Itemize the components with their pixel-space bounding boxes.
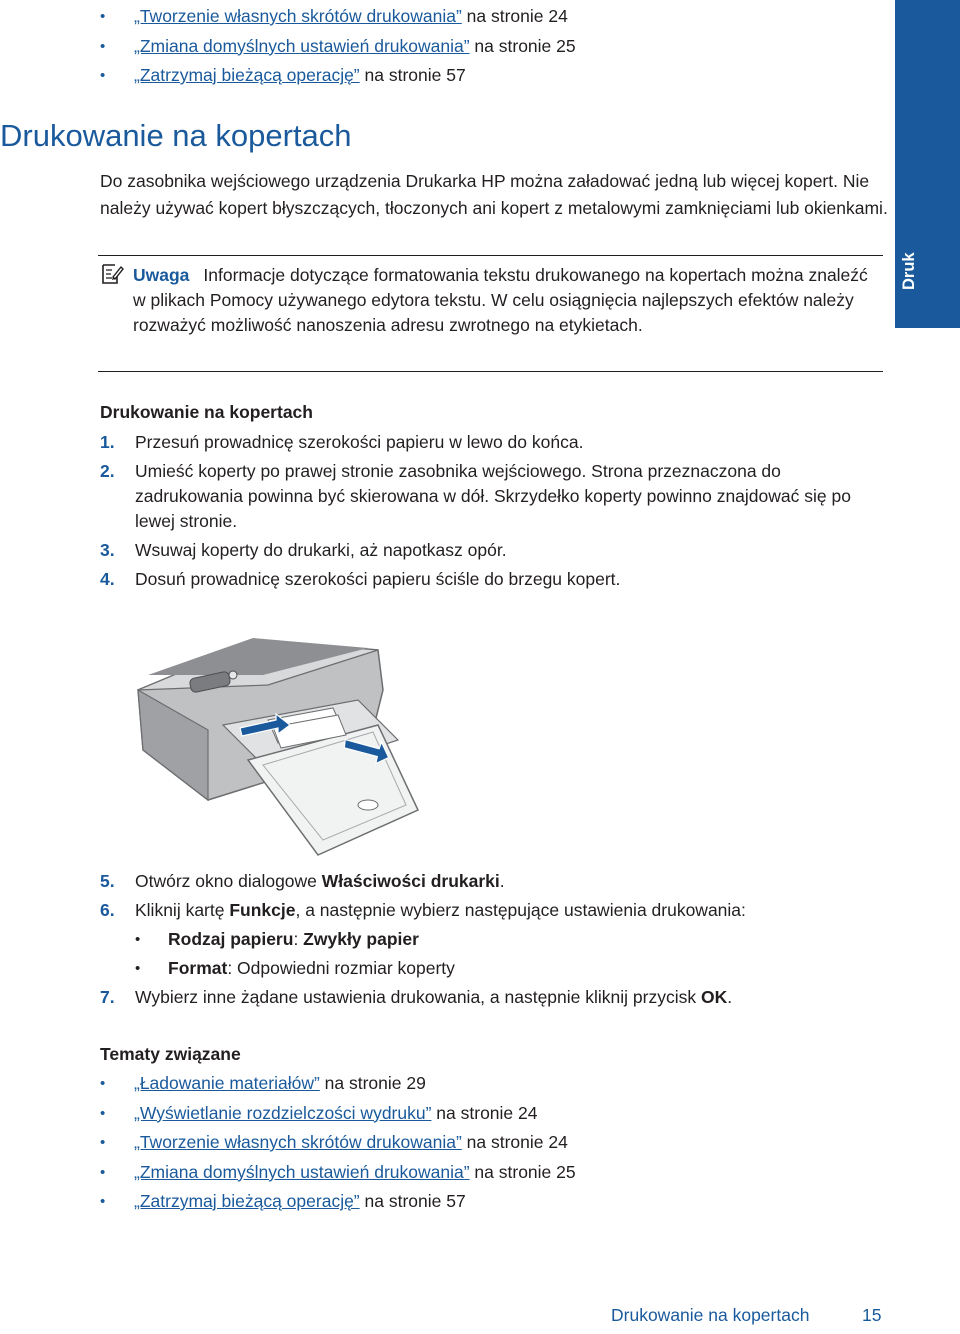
bullet: • — [100, 1163, 106, 1181]
step-bold: OK — [700, 987, 728, 1007]
step-text-end: . — [727, 987, 733, 1007]
step-number: 7. — [100, 987, 115, 1007]
bullet: • — [100, 67, 106, 84]
list-item — [100, 1158, 576, 1188]
link-suffix: na stronie 25 — [469, 1161, 576, 1182]
list-item — [100, 61, 576, 91]
step-item — [100, 459, 890, 534]
step-number: 4. — [100, 569, 115, 589]
chapter-side-tab — [895, 0, 960, 328]
setting-sep: : — [227, 958, 238, 978]
step-item — [100, 538, 890, 563]
list-item — [100, 32, 576, 62]
footer-title: Drukowanie na kopertach — [611, 1305, 810, 1325]
procedure-title: Drukowanie na kopertach — [100, 402, 313, 422]
link[interactable]: „Tworzenie własnych skrótów drukowania” — [134, 1132, 462, 1152]
bullet: • — [135, 931, 141, 948]
step-number: 1. — [100, 432, 115, 452]
chapter-side-tab-label: Druk — [900, 252, 918, 290]
step-number: 2. — [100, 461, 115, 481]
step-bold: Funkcje — [229, 900, 296, 920]
note-box — [98, 255, 883, 372]
link-suffix: na stronie 29 — [319, 1073, 426, 1093]
link[interactable]: „Ładowanie materiałów” — [134, 1073, 320, 1093]
step-bold: Właściwości drukarki — [321, 871, 500, 891]
step-item — [100, 567, 890, 592]
link-suffix: na stronie 25 — [469, 35, 576, 56]
link[interactable]: „Zmiana domyślnych ustawień drukowania” — [134, 1161, 470, 1182]
step-text-end: . — [499, 871, 505, 891]
list-item — [100, 1099, 576, 1129]
setting-sep: : — [293, 929, 304, 949]
link-suffix: na stronie 57 — [359, 65, 466, 85]
bullet: • — [100, 1075, 106, 1092]
bullet: • — [135, 960, 141, 977]
printer-envelope-illustration — [128, 630, 428, 860]
bullet: • — [100, 37, 106, 55]
step-item — [100, 898, 890, 981]
setting-value: Zwykły papier — [303, 929, 419, 949]
step-text: Przesuń prowadnicę szerokości papieru w lewo do końca. — [135, 432, 584, 452]
step-text: Wsuwaj koperty do drukarki, aż napotkasz opór. — [135, 540, 507, 560]
top-related-links — [100, 2, 576, 91]
setting-name: Rodzaj papieru — [168, 929, 294, 949]
link-suffix: na stronie 24 — [431, 1102, 538, 1123]
step-text: Wybierz inne żądane ustawienia drukowania, a następnie kliknij przycisk — [135, 987, 701, 1007]
intro-paragraph: Do zasobnika wejściowego urządzenia Drukarka HP można załadować jedną lub więcej kopert. Nie należy używać kopert błyszczących, tłoczonych ani kopert z metalowymi zamknięciami lub okienkami. — [100, 171, 888, 218]
step-item — [100, 869, 890, 894]
step-item — [100, 430, 890, 455]
bullet: • — [100, 1104, 106, 1122]
step-number: 6. — [100, 900, 115, 920]
list-item — [100, 1187, 576, 1217]
related-links — [100, 1069, 576, 1217]
step-text: Kliknij kartę — [135, 900, 230, 920]
link[interactable]: „Zatrzymaj bieżącą operację” — [134, 65, 360, 85]
link-suffix: na stronie 24 — [461, 1132, 568, 1152]
step-item — [100, 985, 890, 1010]
note-text — [133, 263, 878, 338]
bullet: • — [100, 1134, 106, 1151]
steps-list-part-2 — [100, 869, 890, 1014]
link[interactable]: „Wyświetlanie rozdzielczości wydruku” — [134, 1102, 432, 1123]
bullet: • — [100, 1193, 106, 1210]
page-number: 15 — [862, 1305, 882, 1325]
step-text-end: , a następnie wybierz następujące ustawienia drukowania: — [295, 900, 746, 920]
related-topics-title: Tematy związane — [100, 1044, 241, 1064]
step-number: 5. — [100, 871, 115, 891]
link[interactable]: „Tworzenie własnych skrótów drukowania” — [134, 6, 462, 26]
link[interactable]: „Zatrzymaj bieżącą operację” — [134, 1191, 360, 1211]
setting-item — [135, 956, 890, 981]
step-text: Dosuń prowadnicę szerokości papieru ściśle do brzegu kopert. — [135, 569, 621, 589]
step-text: Otwórz okno dialogowe — [135, 871, 322, 891]
step-number: 3. — [100, 540, 115, 560]
link[interactable]: „Zmiana domyślnych ustawień drukowania” — [134, 35, 470, 56]
steps-list-part-1 — [100, 430, 890, 596]
section-title: Drukowanie na kopertach — [0, 118, 352, 153]
step-text: Umieść koperty po prawej stronie zasobnika wejściowego. Strona przeznaczona do zadrukowania powinna być skierowana w dół. Skrzydełko koperty powinno znajdować się po lewej stronie. — [135, 461, 851, 531]
setting-value: Odpowiedni rozmiar koperty — [237, 958, 455, 978]
list-item — [100, 1128, 576, 1158]
note-body: Informacje dotyczące formatowania tekstu drukowanego na kopertach można znaleźć w plikach Pomocy używanego edytora tekstu. W celu osiągnięcia najlepszych efektów należy rozważyć możliwość nanoszenia adresu zwrotnego na etykietach. — [133, 265, 868, 335]
setting-name: Format — [168, 958, 228, 978]
note-label: Uwaga — [133, 265, 190, 285]
bullet: • — [100, 8, 106, 25]
setting-item — [135, 927, 890, 952]
settings-sublist — [135, 927, 890, 981]
list-item — [100, 1069, 576, 1099]
note-pencil-icon — [100, 262, 124, 286]
link-suffix: na stronie 57 — [359, 1191, 466, 1211]
list-item — [100, 2, 576, 32]
link-suffix: na stronie 24 — [461, 6, 568, 26]
